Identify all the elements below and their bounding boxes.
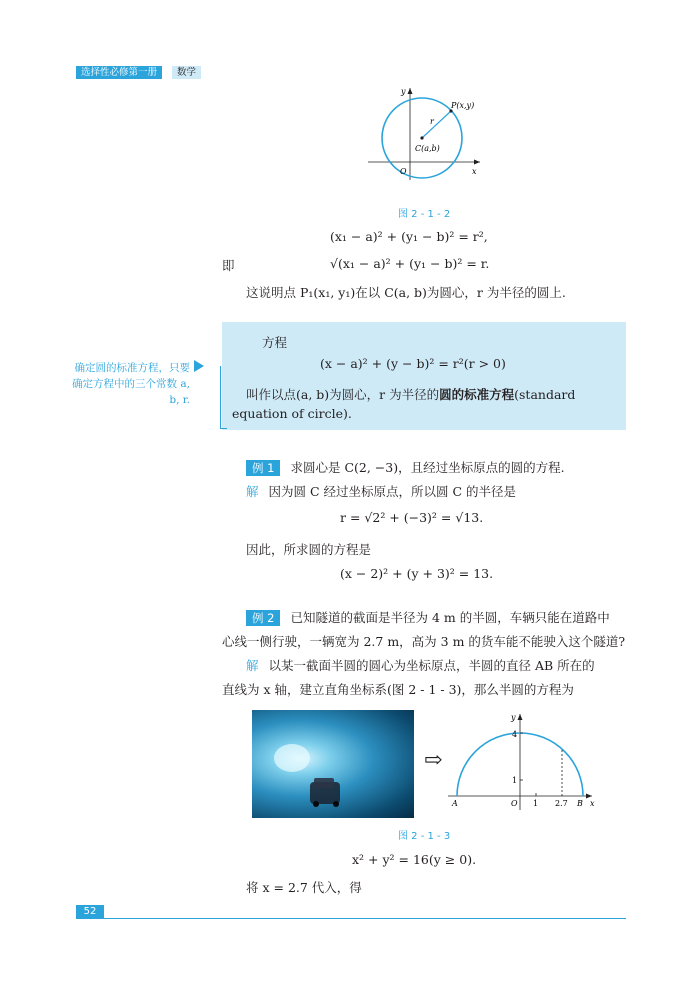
definition-word: 方程	[262, 335, 288, 350]
radius-line	[422, 111, 451, 138]
definition-line1	[246, 385, 575, 403]
x-axis-arrow	[474, 160, 480, 165]
definition-line1-pre: 叫作以点(a, b)为圆心，r 为半径的	[246, 387, 440, 402]
figure-circle-diagram	[360, 84, 490, 184]
fig2-x-axis-arrow	[586, 794, 592, 799]
ji-label: 即	[222, 258, 235, 273]
figure2-caption: 图 2 - 1 - 3	[398, 831, 451, 842]
header-book-tag: 选择性必修第一册	[76, 66, 162, 79]
figure1-caption: 图 2 - 1 - 2	[398, 209, 451, 220]
truck-wheel-right	[333, 801, 339, 807]
center-label: C(a,b)	[415, 144, 440, 153]
origin-label: O	[400, 167, 407, 176]
definition-line2: equation of circle).	[232, 406, 352, 421]
fig2-label-4: 4	[512, 730, 518, 739]
example2-problem-line2: 心线一侧行驶，一辆宽为 2.7 m，高为 3 m 的货车能不能驶入这个隧道?	[222, 634, 626, 649]
y-axis-arrow	[408, 88, 413, 94]
substitute-text: 将 x = 2.7 代入，得	[246, 880, 362, 895]
definition-term: 圆的标准方程	[439, 387, 515, 402]
truck-cab	[314, 778, 334, 788]
example2-problem-line1	[246, 608, 610, 626]
example1-radius-eq: r = √2² + (−3)² = √13.	[340, 510, 484, 525]
example1-final-eq: (x − 2)² + (y + 3)² = 13.	[340, 566, 494, 581]
example1-tag: 例 1	[246, 460, 280, 476]
example2-tag: 例 2	[246, 610, 280, 626]
fig2-label-b: B	[577, 799, 583, 808]
tunnel-light	[274, 744, 310, 772]
example2-solution-line2: 直线为 x 轴，建立直角坐标系(图 2 - 1 - 3)，那么半圆的方程为	[222, 682, 574, 697]
fig2-label-2-7: 2.7	[555, 799, 568, 808]
side-note-arrow	[194, 360, 204, 372]
example1-problem-text: 求圆心是 C(2, −3)，且经过坐标原点的圆的方程.	[290, 460, 565, 475]
side-note-bracket	[220, 366, 227, 429]
example1-sol-tag: 解	[246, 484, 259, 499]
radius-label: r	[430, 117, 434, 126]
tunnel-photo-details	[252, 710, 414, 818]
definition-line1-post: (standard	[514, 387, 576, 402]
y-axis-label: y	[401, 87, 406, 96]
side-note: 确定圆的标准方程，只要确定方程中的三个常数 a, b, r.	[72, 362, 190, 406]
fig2-y-label: y	[511, 713, 516, 722]
equation-1: (x₁ − a)² + (y₁ − b)² = r²,	[330, 229, 488, 244]
example2-solution-line1	[246, 656, 595, 674]
footer-rule	[104, 918, 626, 919]
example2-sol-line1-text: 以某一截面半圆的圆心为坐标原点，半圆的直径 AB 所在的	[268, 658, 595, 673]
equation-3: x² + y² = 16(y ≥ 0).	[352, 852, 477, 867]
fig2-label-o: O	[511, 799, 518, 808]
point-p-label: P(x,y)	[451, 101, 475, 110]
definition-equation: (x − a)² + (y − b)² = r²(r > 0)	[320, 356, 506, 371]
equation-2: √(x₁ − a)² + (y₁ − b)² = r.	[330, 256, 490, 271]
conclusion-text: 这说明点 P₁(x₁, y₁)在以 C(a, b)为圆心，r 为半径的圆上.	[246, 285, 566, 300]
fig2-label-x: x	[590, 799, 595, 808]
example1-solution	[246, 482, 516, 500]
example1-sol-text: 因为圆 C 经过坐标原点，所以圆 C 的半径是	[268, 484, 517, 499]
example1-problem	[246, 458, 565, 476]
page-number: 52	[76, 905, 104, 919]
tunnel-photo	[252, 710, 414, 818]
fig2-y-axis-arrow	[518, 714, 523, 720]
example1-therefore: 因此，所求圆的方程是	[246, 542, 372, 557]
transform-arrow: ⇨	[424, 748, 443, 773]
fig2-label-1: 1	[512, 776, 518, 785]
center-point	[420, 136, 423, 139]
example2-sol-tag: 解	[246, 658, 259, 673]
header-subject: 数学	[172, 66, 201, 79]
figure-semicircle-diagram	[444, 708, 604, 818]
x-axis-label: x	[472, 167, 477, 176]
fig2-label-1x: 1	[533, 799, 539, 808]
example2-problem-line1-text: 已知隧道的截面是半径为 4 m 的半圆，车辆只能在道路中	[290, 610, 610, 625]
fig2-label-a: A	[452, 799, 458, 808]
truck-wheel-left	[313, 801, 319, 807]
